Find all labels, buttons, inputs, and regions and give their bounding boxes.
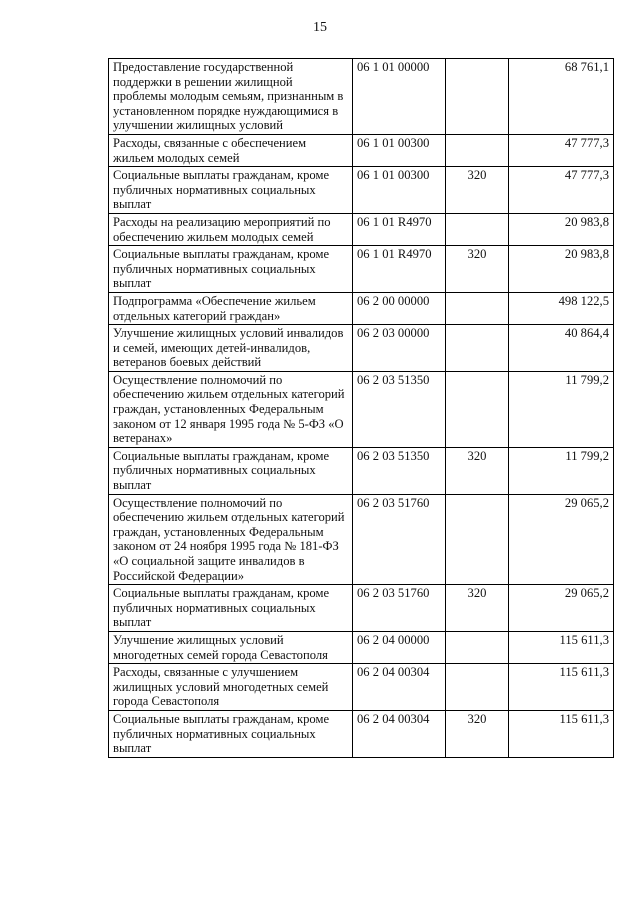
budget-table-body	[109, 59, 614, 758]
row-type	[446, 664, 509, 711]
table-row	[109, 494, 614, 585]
row-name: Осуществление полномочий по обеспечению жильем отдельных категорий граждан, установленных Федеральным законом от 24 ноября 1995 года № 181-ФЗ «О социальной защите инвалидов в Российской Федерации»	[109, 494, 353, 585]
row-sum: 11 799,2	[509, 447, 614, 494]
row-type	[446, 213, 509, 245]
row-code: 06 2 03 51760	[353, 494, 446, 585]
row-sum: 68 761,1	[509, 59, 614, 135]
table-row	[109, 585, 614, 632]
row-code: 06 1 01 R4970	[353, 213, 446, 245]
table-row	[109, 292, 614, 324]
row-sum: 115 611,3	[509, 631, 614, 663]
row-name: Предоставление государственной поддержки в решении жилищной проблемы молодым семьям, признанным в установленном порядке нуждающимися в улучшении жилищных условий	[109, 59, 353, 135]
table-row	[109, 59, 614, 135]
row-code: 06 2 03 51350	[353, 371, 446, 447]
row-sum: 29 065,2	[509, 585, 614, 632]
row-name: Расходы, связанные с улучшением жилищных условий многодетных семей города Севастополя	[109, 664, 353, 711]
budget-table	[108, 58, 614, 758]
row-code: 06 2 00 00000	[353, 292, 446, 324]
row-code: 06 2 04 00304	[353, 664, 446, 711]
row-name: Подпрограмма «Обеспечение жильем отдельных категорий граждан»	[109, 292, 353, 324]
row-name: Социальные выплаты гражданам, кроме публичных нормативных социальных выплат	[109, 710, 353, 757]
row-name: Расходы, связанные с обеспечением жильем молодых семей	[109, 134, 353, 166]
row-code: 06 2 03 00000	[353, 325, 446, 372]
row-sum: 20 983,8	[509, 246, 614, 293]
row-type	[446, 292, 509, 324]
row-name: Социальные выплаты гражданам, кроме публичных нормативных социальных выплат	[109, 167, 353, 214]
row-code: 06 2 04 00304	[353, 710, 446, 757]
row-code: 06 2 03 51350	[353, 447, 446, 494]
row-type	[446, 371, 509, 447]
row-code: 06 2 04 00000	[353, 631, 446, 663]
row-code: 06 1 01 00300	[353, 134, 446, 166]
row-type	[446, 134, 509, 166]
row-name: Улучшение жилищных условий многодетных семей города Севастополя	[109, 631, 353, 663]
row-sum: 29 065,2	[509, 494, 614, 585]
table-row	[109, 664, 614, 711]
row-sum: 498 122,5	[509, 292, 614, 324]
row-type: 320	[446, 447, 509, 494]
row-type	[446, 494, 509, 585]
table-row	[109, 246, 614, 293]
row-name: Расходы на реализацию мероприятий по обеспечению жильем молодых семей	[109, 213, 353, 245]
row-code: 06 1 01 00300	[353, 167, 446, 214]
row-type: 320	[446, 585, 509, 632]
row-code: 06 1 01 R4970	[353, 246, 446, 293]
table-row	[109, 167, 614, 214]
row-sum: 47 777,3	[509, 167, 614, 214]
row-sum: 20 983,8	[509, 213, 614, 245]
page-number: 15	[313, 20, 327, 35]
row-sum: 11 799,2	[509, 371, 614, 447]
row-code: 06 1 01 00000	[353, 59, 446, 135]
table-row	[109, 134, 614, 166]
table-row	[109, 447, 614, 494]
row-type: 320	[446, 710, 509, 757]
row-type	[446, 59, 509, 135]
table-row	[109, 371, 614, 447]
row-name: Социальные выплаты гражданам, кроме публичных нормативных социальных выплат	[109, 246, 353, 293]
table-row	[109, 213, 614, 245]
row-type	[446, 325, 509, 372]
row-type	[446, 631, 509, 663]
row-name: Осуществление полномочий по обеспечению жильем отдельных категорий граждан, установленных Федеральным законом от 12 января 1995 года № 5-ФЗ «О ветеранах»	[109, 371, 353, 447]
table-row	[109, 325, 614, 372]
row-code: 06 2 03 51760	[353, 585, 446, 632]
row-type: 320	[446, 167, 509, 214]
row-sum: 115 611,3	[509, 710, 614, 757]
row-sum: 47 777,3	[509, 134, 614, 166]
row-sum: 115 611,3	[509, 664, 614, 711]
row-name: Социальные выплаты гражданам, кроме публичных нормативных социальных выплат	[109, 585, 353, 632]
row-sum: 40 864,4	[509, 325, 614, 372]
row-type: 320	[446, 246, 509, 293]
table-row	[109, 710, 614, 757]
table-row	[109, 631, 614, 663]
row-name: Социальные выплаты гражданам, кроме публичных нормативных социальных выплат	[109, 447, 353, 494]
row-name: Улучшение жилищных условий инвалидов и семей, имеющих детей-инвалидов, ветеранов боевых действий	[109, 325, 353, 372]
